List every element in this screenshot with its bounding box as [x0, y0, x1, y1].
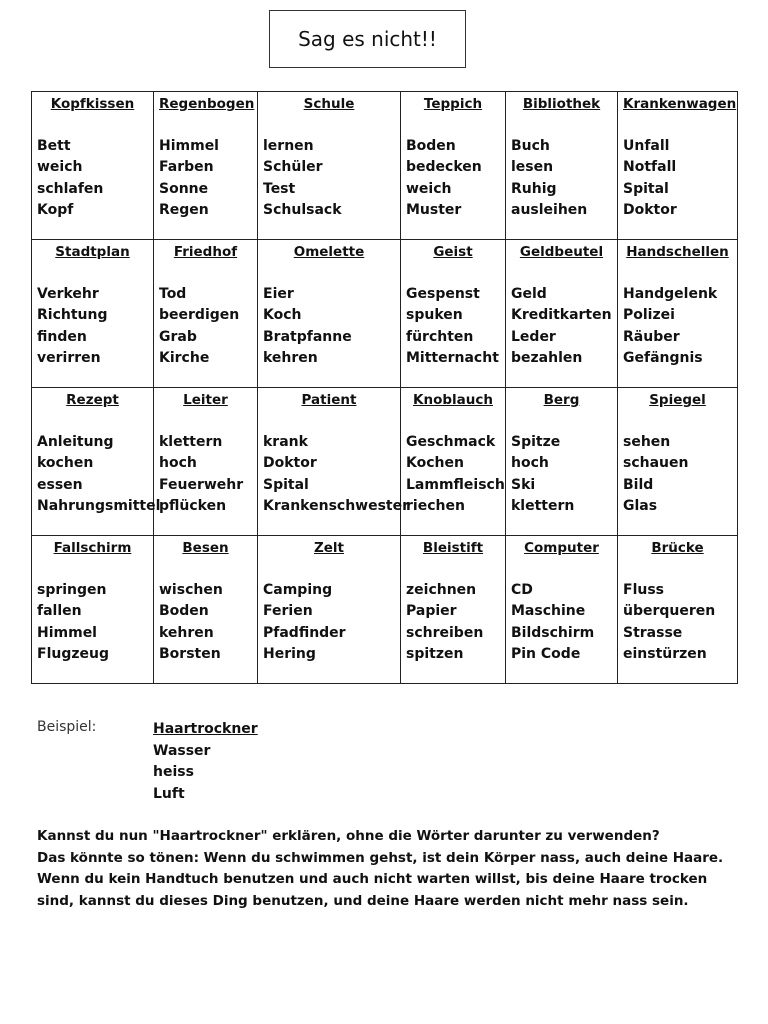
card-heading: Besen [182, 540, 229, 556]
forbidden-word: schauen [623, 455, 689, 472]
forbidden-word: pflücken [159, 498, 227, 515]
forbidden-word: bedecken [406, 159, 482, 176]
word-card [401, 92, 506, 240]
forbidden-word: klettern [159, 433, 223, 450]
example-word: heiss [153, 764, 194, 781]
word-card [258, 388, 410, 536]
forbidden-word: Notfall [623, 159, 677, 176]
forbidden-word: zeichnen [406, 581, 477, 598]
forbidden-word: Kirche [159, 350, 210, 367]
forbidden-word: Buch [511, 137, 550, 154]
forbidden-word: kehren [263, 350, 318, 367]
example-heading: Haartrockner [153, 721, 258, 737]
word-card [154, 240, 258, 388]
title-box [269, 10, 466, 68]
forbidden-word: Geschmack [406, 433, 496, 450]
card-row [32, 92, 738, 240]
example-label: Beispiel: [37, 719, 97, 735]
forbidden-word: spitzen [406, 646, 464, 663]
forbidden-word: Koch [263, 307, 302, 324]
word-card [401, 388, 506, 536]
card-heading: Fallschirm [53, 540, 132, 556]
word-card [32, 92, 154, 240]
forbidden-word: Maschine [511, 603, 586, 620]
forbidden-word: Farben [159, 159, 214, 176]
forbidden-word: Muster [406, 202, 462, 219]
forbidden-word: schlafen [37, 180, 104, 197]
forbidden-word: bezahlen [511, 350, 583, 367]
forbidden-word: fürchten [406, 328, 474, 345]
forbidden-word: Leder [511, 328, 556, 345]
forbidden-word: Bild [623, 476, 654, 493]
word-card [154, 388, 258, 536]
word-card [401, 536, 506, 684]
forbidden-word: Test [263, 180, 296, 197]
word-card [506, 388, 618, 536]
forbidden-word: Gespenst [406, 285, 480, 302]
card-heading: Friedhof [173, 244, 238, 260]
forbidden-word: finden [37, 328, 87, 345]
forbidden-word: fallen [37, 603, 82, 620]
forbidden-word: Regen [159, 202, 209, 219]
forbidden-word: Bildschirm [511, 624, 595, 641]
forbidden-word: Borsten [159, 646, 221, 663]
forbidden-word: Ski [511, 476, 536, 493]
forbidden-word: Ruhig [511, 180, 557, 197]
forbidden-word: spuken [406, 307, 463, 324]
word-card [32, 536, 154, 684]
forbidden-word: Glas [623, 498, 658, 515]
word-card [506, 536, 618, 684]
forbidden-word: hoch [159, 455, 197, 472]
paragraph-line: Kannst du nun "Haartrockner" erklären, ohne die Wörter darunter zu verwenden? [37, 828, 660, 844]
forbidden-word: Unfall [623, 137, 670, 154]
word-card [258, 92, 401, 240]
word-card [401, 240, 506, 388]
forbidden-word: Bratpfanne [263, 328, 352, 345]
forbidden-word: riechen [406, 498, 465, 515]
forbidden-word: Spital [263, 476, 309, 493]
forbidden-word: Boden [159, 603, 209, 620]
forbidden-word: Fluss [623, 581, 664, 598]
forbidden-word: kehren [159, 624, 214, 641]
forbidden-word: krank [263, 433, 308, 450]
card-heading: Handschellen [626, 244, 729, 260]
forbidden-word: Spitze [511, 433, 561, 450]
forbidden-word: beerdigen [159, 307, 240, 324]
forbidden-word: springen [37, 581, 107, 598]
forbidden-word: Mitternacht [406, 350, 499, 367]
word-card [618, 92, 738, 240]
forbidden-word: ausleihen [511, 202, 588, 219]
card-heading: Brücke [651, 540, 704, 556]
card-heading: Teppich [423, 96, 483, 112]
forbidden-word: wischen [159, 581, 223, 598]
forbidden-word: Anleitung [37, 433, 114, 450]
forbidden-word: Himmel [37, 624, 97, 641]
word-card [154, 536, 258, 684]
forbidden-word: Pin Code [511, 646, 581, 663]
forbidden-word: Schüler [263, 159, 323, 176]
forbidden-word: Camping [263, 581, 333, 598]
forbidden-word: Pfadfinder [263, 624, 346, 641]
word-card-table [31, 91, 738, 684]
word-card [258, 240, 401, 388]
forbidden-word: CD [511, 581, 533, 598]
forbidden-word: kochen [37, 455, 94, 472]
word-card [618, 536, 738, 684]
forbidden-word: Lammfleisch [406, 476, 505, 493]
card-heading: Stadtplan [55, 244, 130, 260]
card-heading: Kopfkissen [50, 96, 135, 112]
card-heading: Spiegel [649, 392, 706, 408]
example-word: Luft [153, 785, 185, 802]
forbidden-word: Papier [406, 603, 457, 620]
forbidden-word: lesen [511, 159, 554, 176]
card-heading: Zelt [313, 540, 345, 556]
instructions-paragraph [37, 826, 737, 913]
forbidden-word: Kochen [406, 455, 464, 472]
card-heading: Regenbogen [159, 96, 255, 112]
forbidden-word: essen [37, 476, 83, 493]
forbidden-word: Nahrungsmittel [37, 498, 161, 515]
card-heading: Patient [301, 392, 357, 408]
word-card [32, 240, 154, 388]
forbidden-word: Ferien [263, 603, 313, 620]
card-heading: Computer [524, 540, 599, 556]
card-heading: Geldbeutel [519, 244, 604, 260]
forbidden-word: Strasse [623, 624, 683, 641]
forbidden-word: Hering [263, 646, 316, 663]
card-row [32, 388, 738, 536]
example-word: Wasser [153, 742, 211, 759]
card-heading: Rezept [66, 392, 119, 408]
forbidden-word: Schulsack [263, 202, 342, 219]
paragraph-line: sind, kannst du dieses Ding benutzen, und deine Haare werden nicht mehr nass sein. [37, 893, 689, 910]
word-card [258, 536, 401, 684]
forbidden-word: Gefängnis [623, 350, 703, 367]
forbidden-word: Eier [263, 285, 294, 302]
forbidden-word: weich [37, 159, 83, 176]
word-card [618, 240, 738, 388]
card-heading: Leiter [183, 392, 228, 408]
word-card [618, 388, 738, 536]
card-row [32, 536, 738, 684]
forbidden-word: Polizei [623, 307, 675, 324]
forbidden-word: Himmel [159, 137, 219, 154]
card-row [32, 240, 738, 388]
word-card [506, 240, 618, 388]
forbidden-word: weich [406, 180, 452, 197]
forbidden-word: Boden [406, 137, 456, 154]
forbidden-word: Doktor [263, 455, 317, 472]
forbidden-word: Feuerwehr [159, 476, 244, 493]
forbidden-word: Kreditkarten [511, 307, 612, 324]
forbidden-word: Doktor [623, 202, 677, 219]
card-heading: Berg [543, 392, 580, 408]
forbidden-word: Richtung [37, 307, 108, 324]
forbidden-word: Spital [623, 180, 669, 197]
example-card [153, 719, 258, 805]
page-title: Sag es nicht!! [298, 27, 437, 51]
forbidden-word: Kopf [37, 202, 74, 219]
forbidden-word: Räuber [623, 328, 680, 345]
forbidden-word: Verkehr [37, 285, 99, 302]
word-card [32, 388, 161, 536]
forbidden-word: Krankenschwester [263, 498, 410, 515]
forbidden-word: lernen [263, 137, 314, 154]
card-heading: Schule [303, 96, 355, 112]
forbidden-word: klettern [511, 498, 575, 515]
forbidden-word: Tod [159, 285, 187, 302]
paragraph-line: Wenn du kein Handtuch benutzen und auch nicht warten willst, bis deine Haare trocken [37, 871, 708, 888]
forbidden-word: überqueren [623, 603, 716, 620]
card-heading: Bleistift [422, 540, 484, 556]
forbidden-word: verirren [37, 350, 101, 367]
forbidden-word: Geld [511, 285, 547, 302]
forbidden-word: schreiben [406, 624, 484, 641]
forbidden-word: Sonne [159, 180, 209, 197]
forbidden-word: einstürzen [623, 646, 707, 663]
word-card [154, 92, 258, 240]
card-heading: Omelette [293, 244, 365, 260]
forbidden-word: Grab [159, 328, 197, 345]
card-heading: Krankenwagen [623, 96, 737, 112]
card-heading: Geist [433, 244, 473, 260]
forbidden-word: Bett [37, 137, 71, 154]
forbidden-word: sehen [623, 433, 671, 450]
forbidden-word: Handgelenk [623, 285, 718, 302]
card-heading: Knoblauch [413, 392, 493, 408]
forbidden-word: Flugzeug [37, 646, 109, 663]
forbidden-word: hoch [511, 455, 549, 472]
card-heading: Bibliothek [522, 96, 601, 112]
word-card [506, 92, 618, 240]
paragraph-line: Das könnte so tönen: Wenn du schwimmen gehst, ist dein Körper nass, auch deine Haare. [37, 849, 724, 866]
